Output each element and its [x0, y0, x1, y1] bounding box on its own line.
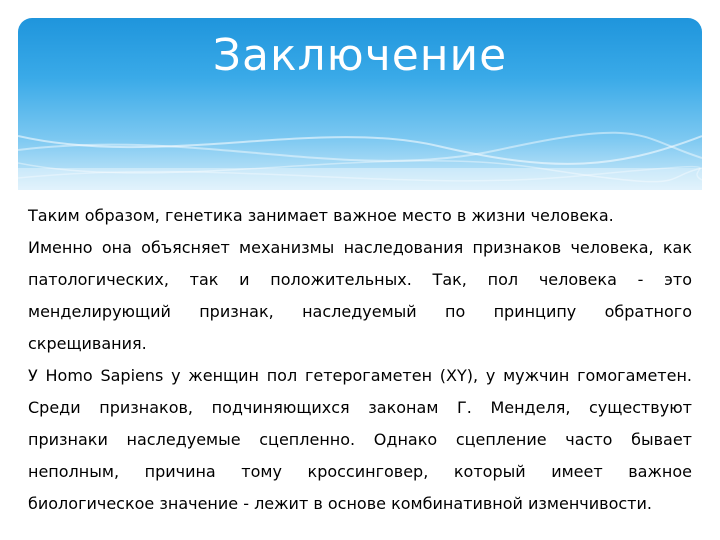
slide-title: Заключение [212, 30, 508, 81]
paragraph-inheritance: Именно она объясняет механизмы наследования признаков человека, как патологических, так и положительных. Так, пол человека - это менделирующий признак, наследуемый по принципу обратного скрещивания. [28, 238, 692, 353]
wave-fade [18, 168, 702, 190]
paragraph-linkage: У Homo Sapiens у женщин пол гетерогаметен (XY), у мужчин гомогаметен. Среди признаков, подчиняющихся законам Г. Менделя, существуют признаки наследуемые сцепленно. Однако сцепление часто бывает неполным, причина тому кроссинговер, который имеет важное биологическое значение - лежит в основе комбинативной изменчивости. [28, 366, 692, 513]
paragraph-intro: Таким образом, генетика занимает важное место в жизни человека. [28, 206, 614, 225]
slide-body [28, 200, 692, 520]
